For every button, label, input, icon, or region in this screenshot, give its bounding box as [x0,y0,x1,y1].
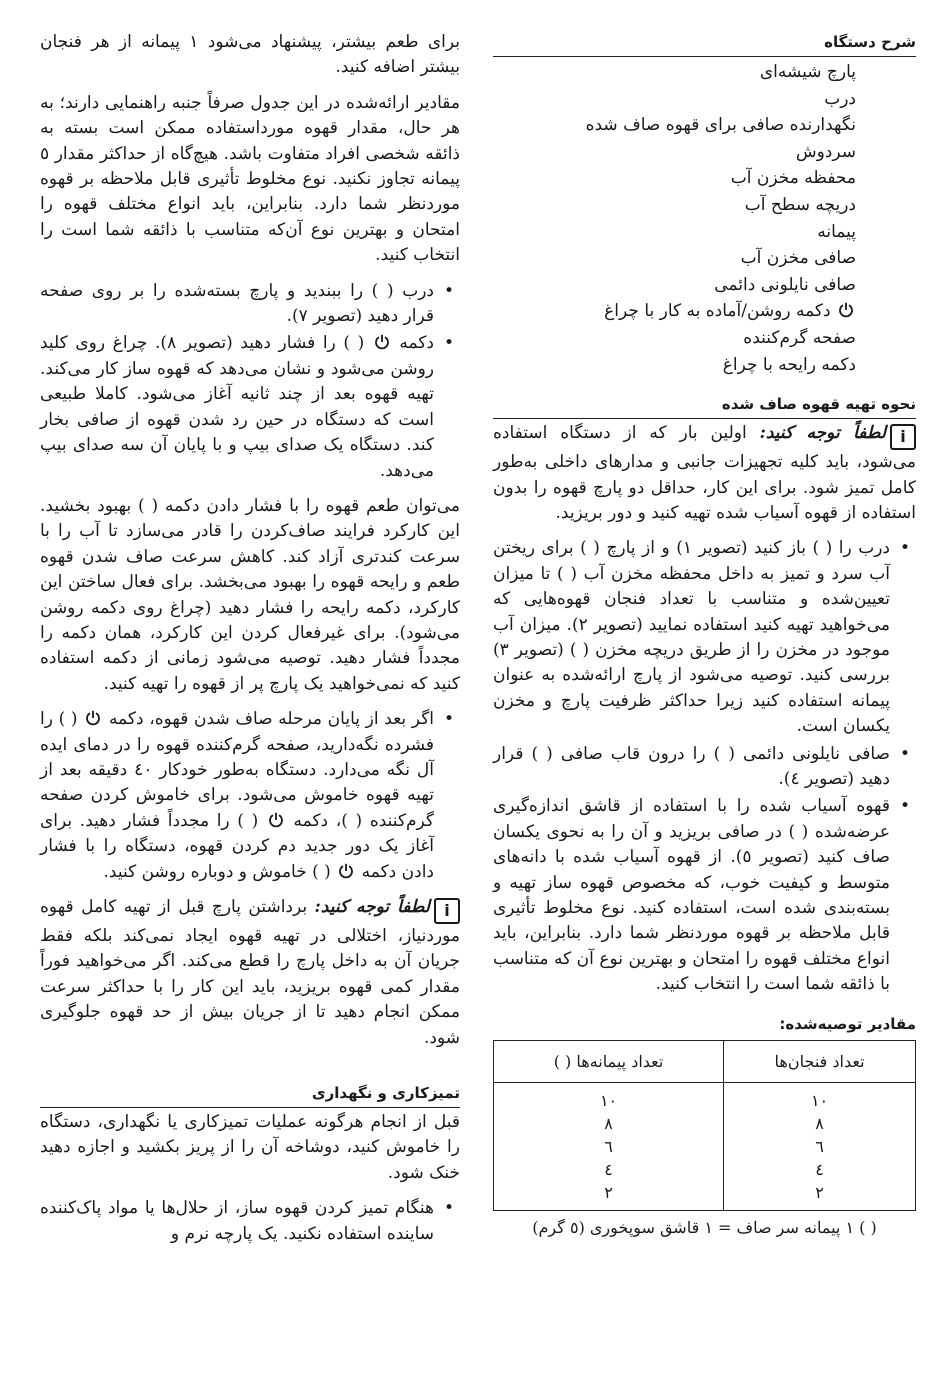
parts-heading: شرح دستگاه [493,30,916,57]
part-item: صافی مخزن آب [740,248,856,269]
bullet-text: ( ) را فشرده نگه‌دارید، صفحه گرم‌کننده قهوه را در دمای ایده آل نگه می‌دارد. دستگاه به‌طور خودکار ٤٠ دقیقه بعد از تهیه قهوه خاموش می‌شود. برای خاموش کردن صفحه گرم‌کننده ( )، دکمه [40,709,434,831]
bullet-item: • هنگام تمیز کردن قهوه ساز، از حلال‌ها یا مواد پاک‌کننده ساینده استفاده نکنید. یک پارچه نرم و [40,1196,460,1247]
paragraph: مقادیر ارائه‌شده در این جدول صرفاً جنبه راهنمایی دارند؛ به هر حال، مقدار قهوه مورداستفاده ممکن است بسته به ذائقه شخصی افراد متفاوت باشد. هیچ‌گاه از حداکثر مقدار ٥ پیمانه تجاوز نکنید. نوع مخلوط تأثیری قابل ملاحظه بر قهوه موردنظر شما دارد. بنابراین، باید انواع مختلف قهوه را امتحان و بهترین نوع آن‌که متناسب با ذائقه شما است را انتخاب کنید. [40,92,460,266]
part-item: دکمه رایحه با چراغ [722,354,856,375]
warming-bullets [40,707,460,885]
part-item: صفحه گرم‌کننده [743,327,856,348]
bullet-item: • درب ( ) را ببندید و پارچ بسته‌شده را بر روی صفحه قرار دهید (تصویر ۷). [40,279,460,330]
table-footnote: ( ) ۱ پیمانه سر صاف = ۱ قاشق سوپخوری (٥ گرم) [532,1218,877,1238]
table-cell: ۲ [724,1181,916,1211]
part-item: محفظه مخزن آب [730,168,856,189]
table-row [494,1135,916,1158]
bullet-item: • قهوه آسیاب شده را با استفاده از قاشق اندازه‌گیری عرضه‌شده ( ) در صافی بریزید و آن را به نحوی یکسان صاف کنید (تصویر ٥). از قهوه آسیاب شده با دانه‌های متوسط و کیفیت خوب، که مخصوص قهوه ساز تهیه و بسته‌بندی شده است، استفاده کنید. نوع مخلوط تأثیری قابل ملاحظه بر قهوه موردنظر شما دارد. بنابراین، باید انواع مختلف قهوه را امتحان و بهترین نوع آن که متناسب با ذائقه شما است را انتخاب کنید. [493,794,916,997]
part-item: درب [824,88,856,109]
note [40,895,460,1051]
power-icon [374,334,390,350]
bullet-text: اگر بعد از پایان مرحله صاف شدن قهوه، دکمه [108,709,435,730]
power-icon [838,302,854,318]
part-item: پارچ شیشه‌ای [759,62,856,82]
power-icon [85,710,101,726]
table-row [494,1181,916,1211]
table-cell: ٦ [724,1135,916,1158]
part-item: نگهدارنده صافی برای قهوه صاف شده [585,115,856,136]
paragraph: قبل از انجام هرگونه عملیات تمیزکاری یا نگهداری، دستگاه را خاموش کنید، دوشاخه آن را از پریز بکشید و اجازه دهید خنک شود. [40,1112,460,1183]
bullet-text: ( ) را فشار دهید (تصویر ۸). چراغ روی کلید روشن می‌شود و نشان می‌دهد که قهوه ساز کار می‌کند. تهیه قهوه بعد از چند ثانیه آغاز می‌شود. کاملا طبیعی است که دستگاه در حین رد شدن قهوه از صافی بخار کند. دستگاه یک صدای بیپ و با پایان آن سه صدای بیپ می‌دهد. [40,333,434,481]
table-cell: ۱۰ [494,1083,724,1113]
note-body: برداشتن پارچ قبل از تهیه کامل قهوه موردنیاز، اختلالی در تهیه قهوه ایجاد نمی‌کند بلکه فقط جریان آن به داخل پارچ را قطع می‌کند. اگر می‌خواهید فوراً مقدار کمی قهوه بریزید، باید این کار را با حداکثر سرعت ممکن انجام دهید تا از جریان بیش از حد قهوه جلوگیری شود. [40,897,460,1048]
parts-list [493,59,916,378]
table-row [494,1112,916,1135]
cleaning-bullets [40,1196,460,1247]
table-cell: ۱۰ [724,1083,916,1113]
right-column [493,30,916,1240]
table-cell: ۸ [494,1112,724,1135]
bullet-text: ( ) را مجدداً فشار دهید. برای آغاز یک دور جدید دم کردن قهوه، دستگاه را با فشار دادن دکمه [40,810,434,882]
aroma-paragraph: می‌توان طعم قهوه را با فشار دادن دکمه ( ) بهبود بخشید. این کارکرد فرایند صاف‌کردن را قادر می‌سازد تا آب را با سرعت کندتری آزاد کند. کاهش سرعت صاف شدن قهوه طعم و رایحه قهوه را بهبود می‌بخشد. برای فعال ساختن این کارکرد، دکمه رایحه را فشار دهید (چراغ روی دکمه روشن می‌شود). برای غیرفعال کردن این کارکرد، همان دکمه را مجدداً فشار دهید. توصیه می‌شود زمانی از دکمه استفاده کنید که نمی‌خواهید یک پارچ پر از قهوه را تهیه کنید. [40,495,460,694]
part-item: پیمانه [817,221,856,242]
table-cell: ۸ [724,1112,916,1135]
table-cell: ٦ [494,1135,724,1158]
note-body: اولین بار که از دستگاه استفاده می‌شود، باید کلیه تجهیزات جانبی و مدارهای داخلی به‌طور کامل تمیز شود. برای این کار، حداقل دو پارچ قهوه را بدون استفاده از قهوه آسیاب شده تهیه کنید و دور بریزید. [493,423,916,523]
paragraph: برای طعم بیشتر، پیشنهاد می‌شود ۱ پیمانه از هر فنجان بیشتر اضافه کنید. [40,32,460,78]
info-icon: i [890,424,916,450]
brewing-bullets [40,279,460,484]
part-item: صافی نایلونی دائمی [714,274,856,295]
power-icon [268,812,284,828]
howto-heading: نحوه تهیه قهوه صاف شده [493,392,916,419]
bullet-item [40,331,460,483]
bullet-item: • درب را ( ) باز کنید (تصویر ۱) و از پارچ ( ) برای ریختن آب سرد و تمیز به داخل محفظه مخزن آب ( ) تا میزان تعیین‌شده و متناسب با تعداد فنجان قهوه‌هایی که می‌خواهید تهیه کنید استفاده نمایید (تصویر ۲). میزان آب موجود در مخزن را از طریق دریچه مخزن ( ) (تصویر ۳) بررسی کنید. توصیه می‌شود از پارچ ارائه‌شده به عنوان پیمانه استفاده کنید زیرا حداکثر ظرفیت پارچ و مخزن یکسان است. [493,536,916,739]
info-icon: i [434,898,460,924]
note-title: لطفاً توجه کنید: [759,423,886,444]
recommended-table [493,1040,916,1211]
part-item-label: دکمه روشن/آماده به کار با چراغ [604,301,831,322]
power-icon [338,863,354,879]
howto-bullets [493,536,916,997]
table-row [494,1158,916,1181]
part-item: سردوش [795,141,856,162]
bullet-text: دکمه [399,333,434,354]
note [493,421,916,526]
left-column [40,30,460,1257]
table-cell: ۲ [494,1181,724,1211]
table-header: تعداد فنجان‌ها [724,1040,916,1082]
table-cell: ٤ [724,1158,916,1181]
table-cell: ٤ [494,1158,724,1181]
note-title: لطفاً توجه کنید: [314,897,430,917]
table-row [494,1083,916,1113]
cleaning-heading: تمیزکاری و نگهداری [40,1081,460,1108]
table-header: تعداد پیمانه‌ها ( ) [494,1040,724,1082]
bullet-text: ( ) خاموش و دوباره روشن کنید. [103,861,331,882]
part-item-power [493,298,856,325]
bullet-item: • صافی نایلونی دائمی ( ) را درون قاب صافی ( ) قرار دهید (تصویر ٤). [493,742,916,793]
bullet-item [40,707,460,885]
part-item: دریچه سطح آب [744,194,856,215]
recommended-heading: مقادیر توصیه‌شده: [779,1014,916,1033]
